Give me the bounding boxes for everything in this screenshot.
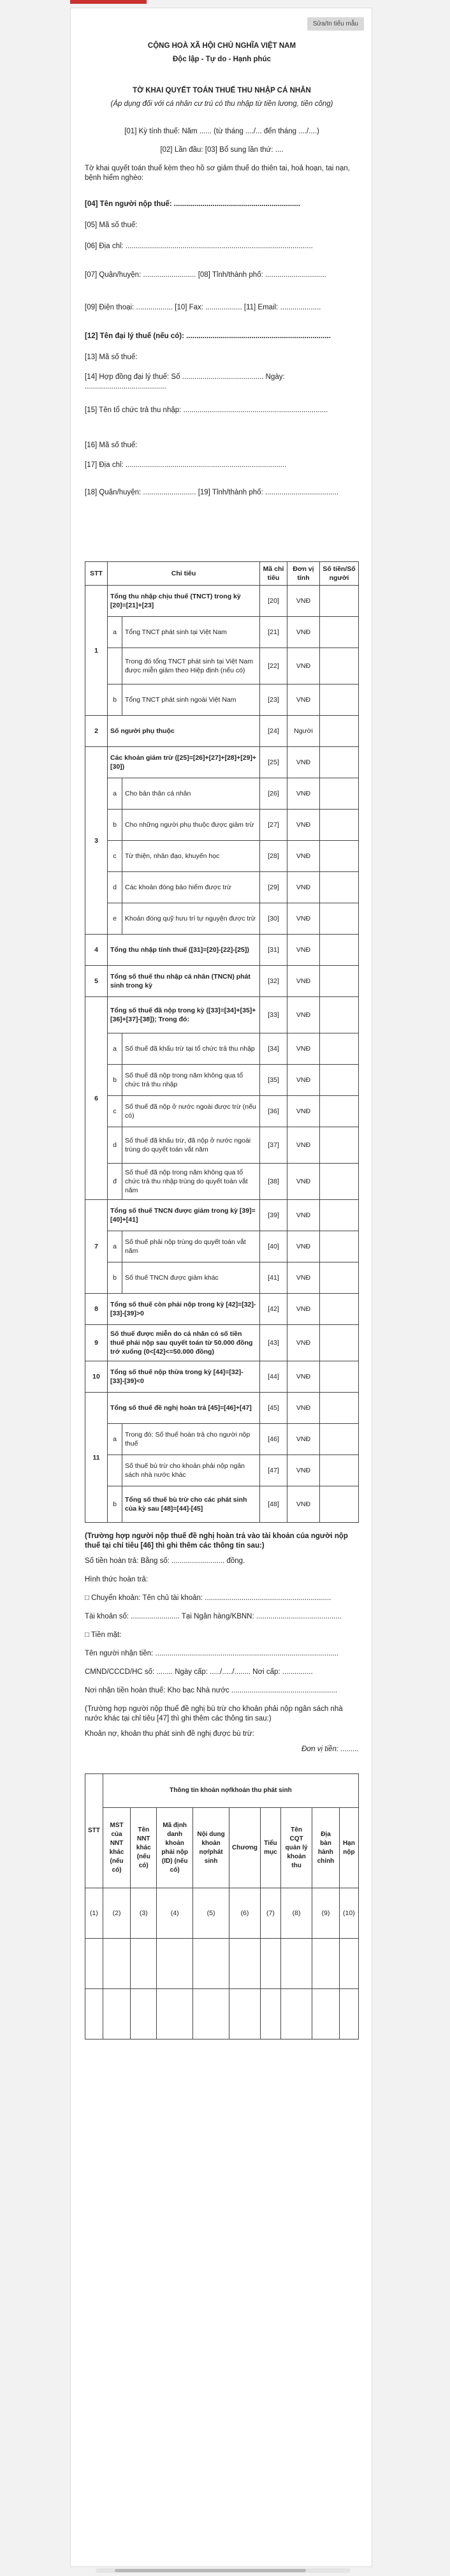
row-label: Từ thiện, nhân đạo, khuyến học — [122, 841, 260, 872]
row-label: Tổng số thuế còn phải nộp trong kỳ [42]=[32]-[33]-[39]>0 — [108, 1294, 260, 1325]
row-unit: VNĐ — [287, 872, 320, 903]
row-unit: VNĐ — [287, 1127, 320, 1164]
debt-empty-cell[interactable] — [193, 1939, 229, 1989]
row-amount-cell[interactable] — [320, 1231, 359, 1262]
row-label: Số thuế được miễn do cá nhân có số tiền thuế phải nộp sau quyết toán từ 50.000 đồng trở xuống (0<[42]<=50.000 đồng) — [108, 1325, 260, 1361]
debt-empty-cell[interactable] — [260, 1989, 280, 2039]
row-amount-cell[interactable] — [320, 747, 359, 778]
row-sub-letter: b — [108, 685, 122, 716]
debt-col-header: MST của NNT khác (nếu có) — [103, 1808, 130, 1888]
row-label: Tổng số thuế đã nộp trong kỳ ([33]=[34]+[35]+[36]+[37]-[38]); Trong đó: — [108, 997, 260, 1033]
table-row — [85, 586, 359, 617]
debt-col-header: Tên CQT quản lý khoản thu — [280, 1808, 312, 1888]
table-row — [85, 1294, 359, 1325]
row-unit: VNĐ — [287, 1200, 320, 1231]
col-amount: Số tiền/Số người — [320, 562, 359, 586]
row-unit: VNĐ — [287, 810, 320, 841]
row-amount-cell[interactable] — [320, 903, 359, 935]
row-stt: 9 — [85, 1325, 108, 1361]
row-code: [31] — [260, 935, 287, 966]
debt-empty-cell[interactable] — [229, 1939, 261, 1989]
top-accent-bar — [70, 0, 147, 4]
horizontal-scrollbar[interactable] — [96, 2568, 351, 2573]
table-row — [85, 1989, 359, 2039]
col-stt-2: STT — [85, 1774, 103, 1888]
row-amount-cell[interactable] — [320, 1096, 359, 1127]
debt-col-number: (9) — [312, 1888, 340, 1939]
col-unit: Đơn vị tính — [287, 562, 320, 586]
row-unit: VNĐ — [287, 1262, 320, 1294]
motto: Độc lập - Tự do - Hạnh phúc — [173, 56, 271, 63]
row-unit: VNĐ — [287, 617, 320, 648]
table-row — [85, 1393, 359, 1424]
row-amount-cell[interactable] — [320, 1486, 359, 1523]
row-label: Trong đó tổng TNCT phát sinh tại Việt Nam được miễn giảm theo Hiệp định (nếu có) — [122, 648, 260, 685]
row-unit: Người — [287, 716, 320, 747]
document-content — [85, 41, 359, 2039]
table-row — [85, 1096, 359, 1127]
row-amount-cell[interactable] — [320, 1455, 359, 1486]
row-label: Số thuế đã nộp trong năm không qua tổ chức trả thu nhập — [122, 1065, 260, 1096]
col-stt: STT — [85, 562, 108, 586]
col-code: Mã chỉ tiêu — [260, 562, 287, 586]
row-stt: 8 — [85, 1294, 108, 1325]
row-code: [26] — [260, 778, 287, 810]
row-amount-cell[interactable] — [320, 778, 359, 810]
row-sub-letter: c — [108, 841, 122, 872]
row-label: Số thuế đã nộp ở nước ngoài được trừ (nếu có) — [122, 1096, 260, 1127]
declaration-document — [70, 8, 372, 2567]
row-code: [48] — [260, 1486, 287, 1523]
table-row — [85, 747, 359, 778]
tax-summary-table — [85, 561, 359, 1523]
row-sub-letter: a — [108, 1231, 122, 1262]
line-13: [13] Mã số thuế: — [85, 353, 138, 361]
refund-transfer: □ Chuyển khoản: Tên chủ tài khoản: .............................................................. — [85, 1594, 331, 1602]
row-code: [42] — [260, 1294, 287, 1325]
table-row — [85, 1127, 359, 1164]
table-row — [85, 903, 359, 935]
edit-print-button[interactable]: Sửa/In tiểu mẫu — [307, 17, 364, 31]
row-stt: 1 — [85, 586, 108, 716]
row-unit: VNĐ — [287, 935, 320, 966]
row-label: Số thuế đã khấu trừ tại tổ chức trả thu nhập — [122, 1033, 260, 1065]
debt-table-group-row — [85, 1774, 359, 1808]
debt-empty-cell[interactable] — [312, 1989, 340, 2039]
row-label: Số thuế TNCN được giảm khác — [122, 1262, 260, 1294]
debt-empty-cell[interactable] — [131, 1939, 157, 1989]
row-amount-cell[interactable] — [320, 1127, 359, 1164]
row-amount-cell[interactable] — [320, 1424, 359, 1455]
row-label: Tổng thu nhập tính thuế ([31]=[20]-[22]-[25]) — [108, 935, 260, 966]
row-unit: VNĐ — [287, 1393, 320, 1424]
row-amount-cell[interactable] — [320, 1294, 359, 1325]
row-label: Tổng số thuế thu nhập cá nhân (TNCN) phát sinh trong kỳ — [108, 966, 260, 997]
nation-heading: CỘNG HOÀ XÃ HỘI CHỦ NGHĨA VIỆT NAM — [147, 42, 296, 50]
row-code: [24] — [260, 716, 287, 747]
row-amount-cell[interactable] — [320, 997, 359, 1033]
row-sub-letter: b — [108, 1065, 122, 1096]
row-code: [44] — [260, 1361, 287, 1393]
debt-empty-cell[interactable] — [103, 1939, 130, 1989]
debt-empty-cell[interactable] — [229, 1989, 261, 2039]
row-label: Các khoản đóng bảo hiểm được trừ — [122, 872, 260, 903]
refund-id: CMND/CCCD/HC số: ........ Ngày cấp: ...../...../........ Nơi cấp: ............... — [85, 1668, 313, 1676]
debt-col-header: Nội dung khoản nợ/phát sinh — [193, 1808, 229, 1888]
debt-col-header: Mã định danh khoản phải nộp (ID) (nếu có) — [157, 1808, 193, 1888]
row-unit: VNĐ — [287, 747, 320, 778]
line-04: [04] Tên người nộp thuế: .............................................................. — [85, 200, 300, 208]
table-row — [85, 966, 359, 997]
row-amount-cell[interactable] — [320, 716, 359, 747]
row-code: [25] — [260, 747, 287, 778]
line-17: [17] Địa chỉ: ............................................................................... — [85, 461, 287, 469]
row-label: Tổng TNCT phát sinh tại Việt Nam — [122, 617, 260, 648]
table-row — [85, 1325, 359, 1361]
row-sub-letter: a — [108, 1033, 122, 1065]
row-stt: 3 — [85, 747, 108, 935]
table-row — [85, 841, 359, 872]
debt-col-number: (10) — [339, 1888, 358, 1939]
row-label: Tổng số thuế đề nghị hoàn trả [45]=[46]+[47] — [108, 1393, 260, 1424]
debt-empty-cell[interactable] — [280, 1989, 312, 2039]
debt-empty-cell[interactable] — [339, 1939, 358, 1989]
currency-unit: Đơn vị tiền: ......... — [301, 1745, 359, 1753]
row-stt: 7 — [85, 1200, 108, 1294]
debt-col-header: Chương — [229, 1808, 261, 1888]
row-sub-letter: d — [108, 872, 122, 903]
row-code: [43] — [260, 1325, 287, 1361]
table-row — [85, 648, 359, 685]
row-amount-cell[interactable] — [320, 810, 359, 841]
row-label: Khoản đóng quỹ hưu trí tự nguyện được trừ — [122, 903, 260, 935]
row-unit: VNĐ — [287, 1294, 320, 1325]
table-row — [85, 1231, 359, 1262]
table-row — [85, 1361, 359, 1393]
line-05: [05] Mã số thuế: — [85, 221, 138, 229]
row-amount-cell[interactable] — [320, 1200, 359, 1231]
refund-receiver: Tên người nhận tiền: .......................................................................................... — [85, 1650, 339, 1657]
row-amount-cell[interactable] — [320, 617, 359, 648]
row-code: [46] — [260, 1424, 287, 1455]
row-code: [29] — [260, 872, 287, 903]
row-code: [20] — [260, 586, 287, 617]
line-15: [15] Tên tổ chức trả thu nhập: ....................................................................... — [85, 406, 328, 414]
row-code: [41] — [260, 1262, 287, 1294]
row-unit: VNĐ — [287, 1455, 320, 1486]
row-label: Số thuế đã nộp trong năm không qua tổ chức trả thu nhập trùng do quyết toán vắt năm — [122, 1164, 260, 1200]
row-label: Tổng thu nhập chịu thuế (TNCT) trong kỳ [20]=[21]+[23] — [108, 586, 260, 617]
row-stt: 6 — [85, 997, 108, 1200]
table-header-row — [85, 562, 359, 586]
table-row — [85, 617, 359, 648]
row-amount-cell[interactable] — [320, 1033, 359, 1065]
table-row — [85, 716, 359, 747]
line-02-03: [02] Lần đầu: [03] Bổ sung lần thứ: .... — [160, 146, 284, 154]
line-09-11: [09] Điện thoại: .................. [10] Fax: .................. [11] Email: .................... — [85, 304, 321, 311]
row-amount-cell[interactable] — [320, 1325, 359, 1361]
debt-group-header: Thông tin khoản nợ/khoản thu phát sinh — [103, 1774, 358, 1808]
table-row — [85, 1486, 359, 1523]
row-sub-letter — [108, 648, 122, 685]
row-amount-cell[interactable] — [320, 1065, 359, 1096]
debt-table-number-row — [85, 1888, 359, 1939]
row-sub-letter: b — [108, 810, 122, 841]
row-amount-cell[interactable] — [320, 685, 359, 716]
debt-empty-cell[interactable] — [157, 1939, 193, 1989]
form-title: TỜ KHAI QUYẾT TOÁN THUẾ THU NHẬP CÁ NHÂN — [133, 87, 311, 94]
row-amount-cell[interactable] — [320, 648, 359, 685]
row-amount-cell[interactable] — [320, 966, 359, 997]
refund-amount: Số tiền hoàn trả: Bằng số: .......................... đồng. — [85, 1557, 245, 1565]
row-code: [39] — [260, 1200, 287, 1231]
debt-empty-cell[interactable] — [85, 1989, 103, 2039]
table-row — [85, 810, 359, 841]
debt-col-number: (8) — [280, 1888, 312, 1939]
row-sub-letter: b — [108, 1486, 122, 1523]
debt-empty-cell[interactable] — [280, 1939, 312, 1989]
table-row — [85, 997, 359, 1033]
line-12: [12] Tên đại lý thuế (nếu có): ....................................................................... — [85, 332, 331, 340]
debt-col-number: (5) — [193, 1888, 229, 1939]
row-unit: VNĐ — [287, 1424, 320, 1455]
debt-empty-cell[interactable] — [157, 1989, 193, 2039]
row-amount-cell[interactable] — [320, 1361, 359, 1393]
row-label: Tổng TNCT phát sinh ngoài Việt Nam — [122, 685, 260, 716]
row-amount-cell[interactable] — [320, 586, 359, 617]
row-label: Tổng số thuế TNCN được giảm trong kỳ [39]=[40]+[41] — [108, 1200, 260, 1231]
row-label: Số thuế bù trừ cho khoản phải nộp ngân sách nhà nước khác — [122, 1455, 260, 1486]
row-code: [34] — [260, 1033, 287, 1065]
line-16: [16] Mã số thuế: — [85, 441, 138, 449]
debt-empty-cell[interactable] — [131, 1989, 157, 2039]
row-sub-letter — [108, 1455, 122, 1486]
debt-empty-cell[interactable] — [85, 1939, 103, 1989]
row-unit: VNĐ — [287, 1164, 320, 1200]
debt-empty-cell[interactable] — [103, 1989, 130, 2039]
debt-empty-cell[interactable] — [260, 1939, 280, 1989]
line-14: [14] Hợp đồng đại lý thuế: Số ........................................ Ngày: ........................................ — [85, 373, 285, 390]
row-code: [37] — [260, 1127, 287, 1164]
table-row — [85, 1065, 359, 1096]
col-indicator: Chỉ tiêu — [108, 562, 260, 586]
row-code: [33] — [260, 997, 287, 1033]
tax-summary-body — [85, 586, 359, 1523]
table-row — [85, 1164, 359, 1200]
debt-col-number: (6) — [229, 1888, 261, 1939]
row-unit: VNĐ — [287, 586, 320, 617]
row-sub-letter: a — [108, 1424, 122, 1455]
row-code: [32] — [260, 966, 287, 997]
row-unit: VNĐ — [287, 1486, 320, 1523]
row-amount-cell[interactable] — [320, 1262, 359, 1294]
refund-place: Nơi nhận tiền hoàn thuế: Kho bạc Nhà nước .................................................... — [85, 1687, 338, 1694]
row-code: [27] — [260, 810, 287, 841]
row-label: Các khoản giảm trừ ([25]=[26]+[27]+[28]+[29]+[30]) — [108, 747, 260, 778]
row-amount-cell[interactable] — [320, 1393, 359, 1424]
refund-account: Tài khoản số: ........................ Tại Ngân hàng/KBNN: .......................................... — [85, 1613, 342, 1620]
row-sub-letter: e — [108, 903, 122, 935]
row-unit: VNĐ — [287, 1231, 320, 1262]
row-stt: 10 — [85, 1361, 108, 1393]
table-row — [85, 778, 359, 810]
debt-col-number: (3) — [131, 1888, 157, 1939]
row-sub-letter: b — [108, 1262, 122, 1294]
row-code: [23] — [260, 685, 287, 716]
row-sub-letter: c — [108, 1096, 122, 1127]
row-label: Số thuế đã khấu trừ, đã nộp ở nước ngoài trùng do quyết toán vắt năm — [122, 1127, 260, 1164]
debt-col-number: (2) — [103, 1888, 130, 1939]
debt-col-header: Tên NNT khác (nếu có) — [131, 1808, 157, 1888]
row-unit: VNĐ — [287, 966, 320, 997]
table-row — [85, 1424, 359, 1455]
row-unit: VNĐ — [287, 778, 320, 810]
table-row — [85, 685, 359, 716]
row-label: Cho những người phụ thuộc được giảm trừ — [122, 810, 260, 841]
row-code: [30] — [260, 903, 287, 935]
row-stt: 5 — [85, 966, 108, 997]
table-row — [85, 1455, 359, 1486]
row-sub-letter: d — [108, 1127, 122, 1164]
table-row — [85, 1939, 359, 1989]
row-unit: VNĐ — [287, 685, 320, 716]
table-row — [85, 1262, 359, 1294]
debt-empty-cell[interactable] — [339, 1989, 358, 2039]
form-subtitle: (Áp dụng đối với cá nhân cư trú có thu nhập từ tiền lương, tiền công) — [110, 100, 333, 108]
line-01: [01] Kỳ tính thuế: Năm ...... (từ tháng ..../... đến tháng ..../....) — [124, 128, 319, 135]
row-unit: VNĐ — [287, 841, 320, 872]
refund-method: Hình thức hoàn trả: — [85, 1576, 149, 1583]
row-label: Trong đó: Số thuế hoàn trả cho người nộp thuế — [122, 1424, 260, 1455]
row-unit: VNĐ — [287, 648, 320, 685]
row-amount-cell[interactable] — [320, 1164, 359, 1200]
row-unit: VNĐ — [287, 1325, 320, 1361]
table-row — [85, 1200, 359, 1231]
row-label: Số thuế phải nộp trùng do quyết toán vắt năm — [122, 1231, 260, 1262]
intro-text: Tờ khai quyết toán thuế kèm theo hồ sơ giảm thuế do thiên tai, hoả hoạn, tai nạn, bệnh hiểm nghèo: — [85, 165, 350, 182]
refund-cash: □ Tiền mặt: — [85, 1631, 122, 1639]
row-sub-letter: đ — [108, 1164, 122, 1200]
debt-col-number: (4) — [157, 1888, 193, 1939]
row-code: [45] — [260, 1393, 287, 1424]
row-unit: VNĐ — [287, 997, 320, 1033]
debt-col-number: (7) — [260, 1888, 280, 1939]
refund-heading: (Trường hợp người nộp thuế đề nghị hoàn trả vào tài khoản của người nộp thuế tại chỉ tiêu [46] thì ghi thêm các thông tin sau:) — [85, 1532, 348, 1550]
debt-label: Khoản nợ, khoản thu phát sinh đề nghị được bù trừ: — [85, 1730, 254, 1738]
debt-col-number: (1) — [85, 1888, 103, 1939]
debt-col-header: Hạn nộp — [339, 1808, 358, 1888]
table-row — [85, 935, 359, 966]
row-code: [40] — [260, 1231, 287, 1262]
line-18-19: [18] Quận/huyện: .......................... [19] Tỉnh/thành phố: .................................... — [85, 489, 339, 496]
table-row — [85, 872, 359, 903]
row-amount-cell[interactable] — [320, 872, 359, 903]
row-code: [21] — [260, 617, 287, 648]
debt-offset-table — [85, 1773, 359, 2039]
offset-note: (Trường hợp người nộp thuế đề nghị bù trừ cho khoản phải nộp ngân sách nhà nước khác tại chỉ tiêu [47] thì ghi thêm các thông tin sau:) — [85, 1705, 343, 1722]
line-07-08: [07] Quận/huyện: .......................... [08] Tỉnh/thành phố: .............................. — [85, 271, 326, 279]
row-code: [47] — [260, 1455, 287, 1486]
row-label: Số người phụ thuộc — [108, 716, 260, 747]
table-row — [85, 1033, 359, 1065]
row-code: [22] — [260, 648, 287, 685]
row-code: [28] — [260, 841, 287, 872]
row-unit: VNĐ — [287, 903, 320, 935]
row-code: [38] — [260, 1164, 287, 1200]
debt-col-header: Tiểu mục — [260, 1808, 280, 1888]
row-stt: 2 — [85, 716, 108, 747]
row-code: [35] — [260, 1065, 287, 1096]
row-stt: 4 — [85, 935, 108, 966]
scrollbar-thumb[interactable] — [115, 2569, 306, 2572]
debt-col-header: Địa bàn hành chính — [312, 1808, 340, 1888]
row-sub-letter: a — [108, 778, 122, 810]
debt-table-header-row — [85, 1808, 359, 1888]
line-06: [06] Địa chỉ: ............................................................................................ — [85, 242, 313, 250]
row-label: Tổng số thuế nộp thừa trong kỳ [44]=[32]-[33]-[39]<0 — [108, 1361, 260, 1393]
row-amount-cell[interactable] — [320, 935, 359, 966]
row-unit: VNĐ — [287, 1065, 320, 1096]
row-label: Tổng số thuế bù trừ cho các phát sinh của kỳ sau [48]=[44]-[45] — [122, 1486, 260, 1523]
row-unit: VNĐ — [287, 1096, 320, 1127]
debt-empty-cell[interactable] — [312, 1939, 340, 1989]
row-unit: VNĐ — [287, 1033, 320, 1065]
row-stt: 11 — [85, 1393, 108, 1523]
row-unit: VNĐ — [287, 1361, 320, 1393]
row-code: [36] — [260, 1096, 287, 1127]
debt-empty-cell[interactable] — [193, 1989, 229, 2039]
row-amount-cell[interactable] — [320, 841, 359, 872]
row-sub-letter: a — [108, 617, 122, 648]
row-label: Cho bản thân cá nhân — [122, 778, 260, 810]
